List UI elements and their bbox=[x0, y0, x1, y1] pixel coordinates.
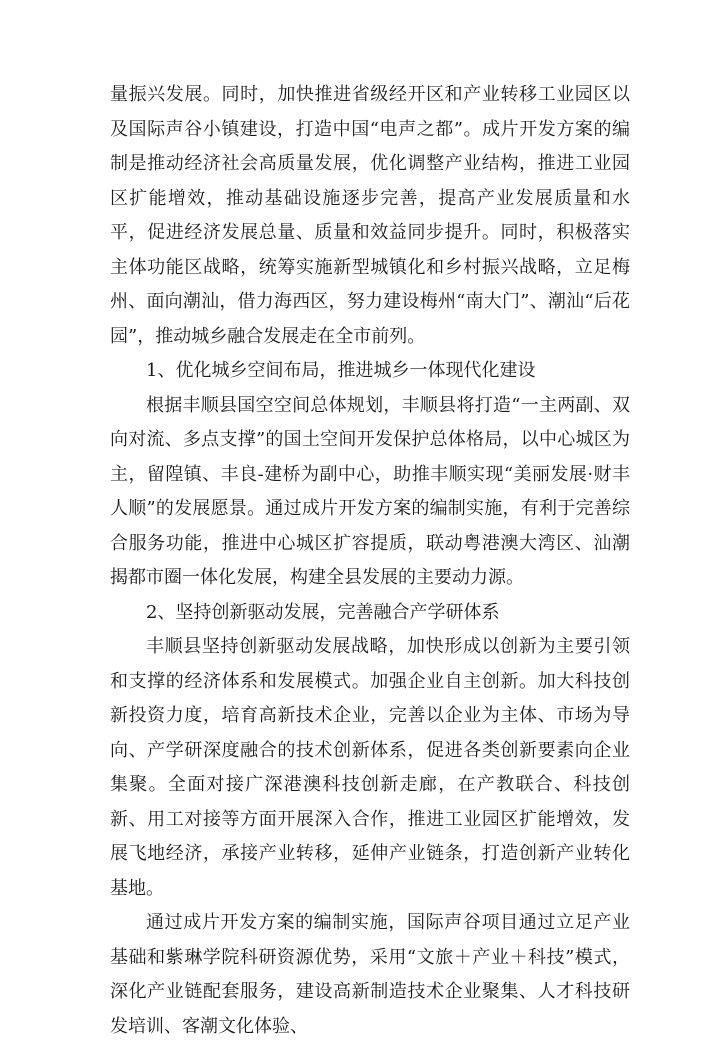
paragraph-1: 量振兴发展。同时，加快推进省级经开区和产业转移工业园区以及国际声谷小镇建设，打造中国“电声之都”。成片开发方案的编制是推动经济社会高质量发展，优化调整产业结构，推进工业园区扩能增效，推动基础设施逐步完善，提高产业发展质量和水平，促进经济发展总量、质量和效益同步提升。同时，积极落实主体功能区战略，统筹实施新型城镇化和乡村振兴战略，立足梅州、面向潮汕，借力海西区，努力建设梅州“南大门”、潮汕“后花园”，推动城乡融合发展走在全市前列。 bbox=[110, 84, 630, 347]
document-page bbox=[110, 78, 630, 1044]
paragraph-4: 通过成片开发方案的编制实施，国际声谷项目通过立足产业基础和紫琳学院科研资源优势，采用“文旅＋产业＋科技”模式，深化产业链配套服务，建设高新制造技术企业聚集、人才科技研发培训、客潮文化体验、 bbox=[110, 912, 630, 1037]
section-heading-2: 2、坚持创新驱动发展，完善融合产学研体系 bbox=[146, 601, 500, 623]
paragraph-3: 丰顺县坚持创新驱动发展战略，加快形成以创新为主要引领和支撑的经济体系和发展模式。加强企业自主创新。加大科技创新投资力度，培育高新技术企业，完善以企业为主体、市场为导向、产学研深度融合的技术创新体系，促进各类创新要素向企业集聚。全面对接广深港澳科技创新走廊，在产教联合、科技创新、用工对接等方面开展深入合作，推进工业园区扩能增效，发展飞地经济，承接产业转移，延伸产业链条，打造创新产业转化基地。 bbox=[110, 636, 630, 899]
section-heading-1: 1、优化城乡空间布局，推进城乡一体现代化建设 bbox=[146, 360, 536, 381]
paragraph-2: 根据丰顺县国空空间总体规划，丰顺县将打造“一主两副、双向对流、多点支撑”的国土空间开发保护总体格局，以中心城区为主，留隍镇、丰良-建桥为副中心，助推丰顺实现“美丽发展·财丰人顺”的发展愿景。通过成片开发方案的编制实施，有利于完善综合服务功能，推进中心城区扩容提质，联动粤港澳大湾区、汕潮揭都市圈一体化发展，构建全县发展的主要动力源。 bbox=[110, 394, 630, 588]
